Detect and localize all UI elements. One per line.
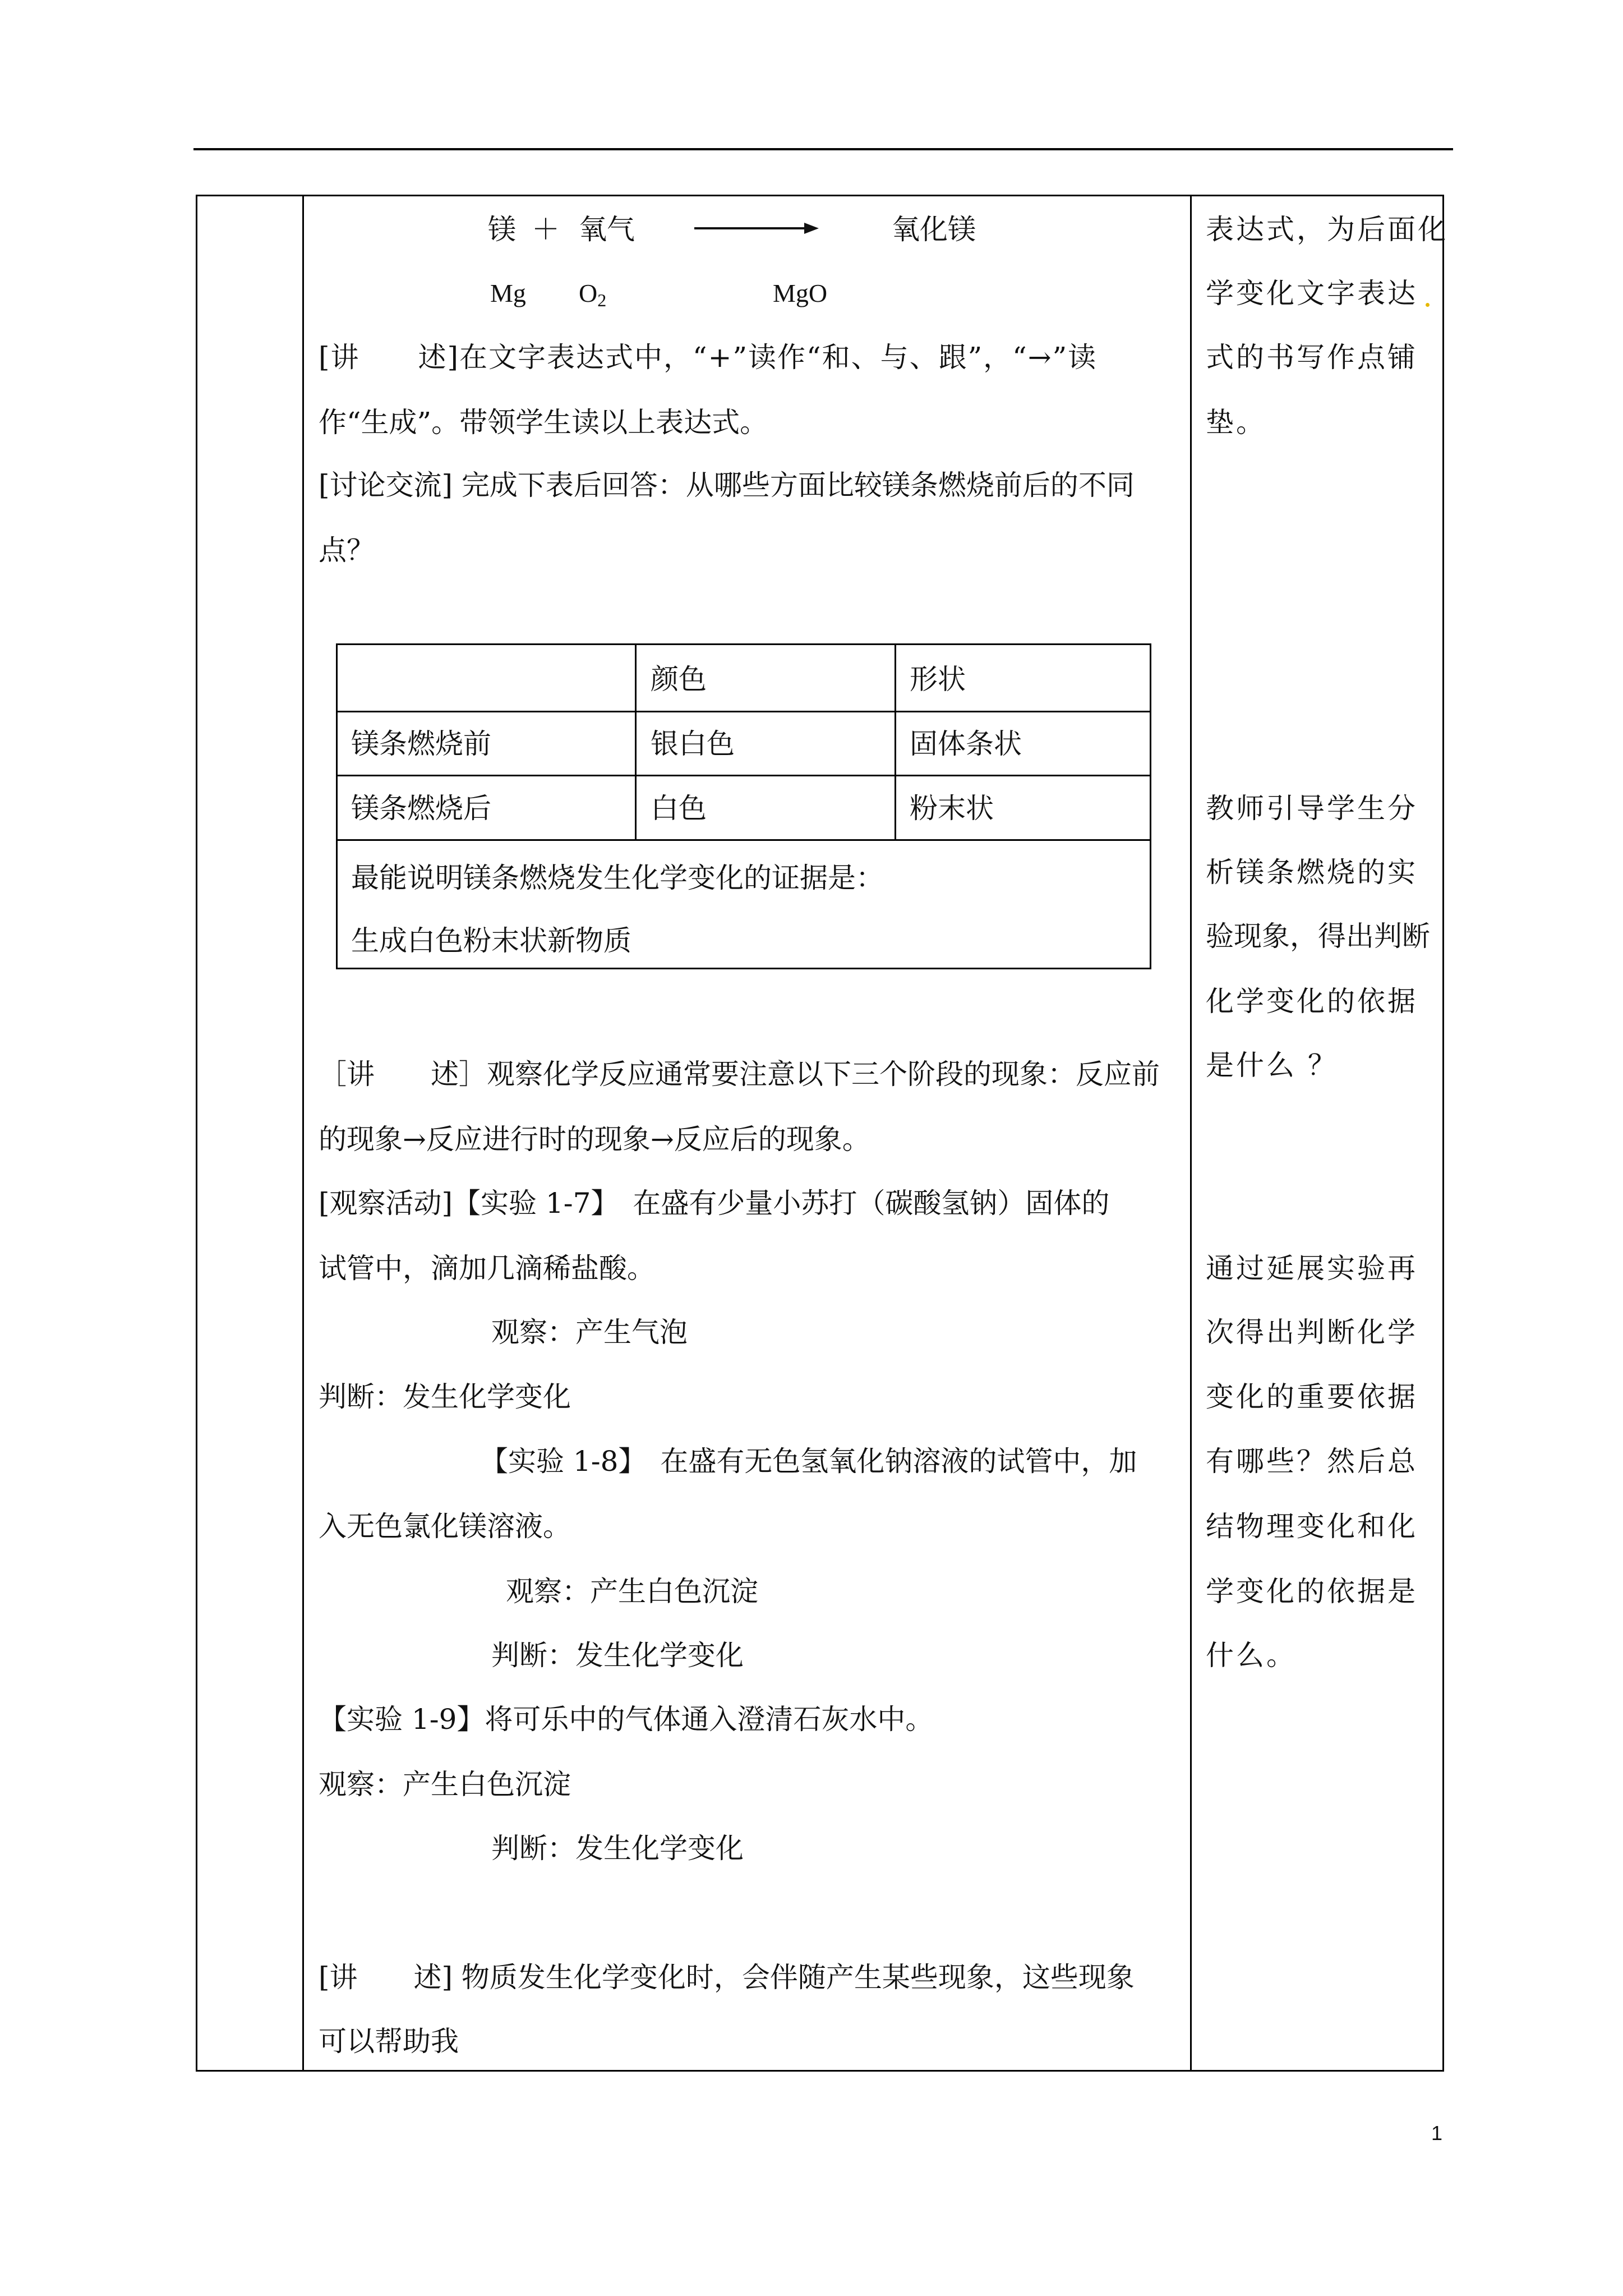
table-bottom-border	[196, 2070, 1444, 2072]
lecture-1-line-1: [讲 述]在文字表达式中，“+”读作“和、与、跟”，“→”读	[319, 341, 1098, 374]
table-row-1-label: 镁条燃烧前	[351, 728, 491, 760]
lecture-3-line-2: 可以帮助我	[319, 2025, 459, 2058]
note-3-line-1: 通过延展实验再	[1206, 1252, 1418, 1285]
table-conclusion-line-2: 生成白色粉末状新物质	[351, 924, 631, 957]
lecture-2-line-2: 的现象→反应进行时的现象→反应后的现象。	[319, 1123, 870, 1156]
note-3-line-4: 有哪些？然后总	[1206, 1445, 1418, 1478]
experiment-1-9-judgement: 判断：发生化学变化	[491, 1832, 744, 1865]
experiment-1-8-observation: 观察：产生白色沉淀	[506, 1575, 758, 1608]
note-3-line-7: 什么。	[1206, 1639, 1297, 1672]
table-left-border	[196, 195, 197, 2072]
formula-mgo: MgO	[773, 279, 828, 307]
note-3-line-3: 变化的重要依据	[1206, 1381, 1418, 1413]
experiment-1-8-judgement: 判断：发生化学变化	[491, 1639, 744, 1672]
lecture-2-line-1: ［讲 述］观察化学反应通常要注意以下三个阶段的现象：反应前	[319, 1058, 1160, 1091]
reaction-arrow-icon	[694, 220, 819, 239]
table-conclusion-line-1: 最能说明镁条燃烧发生化学变化的证据是：	[351, 862, 884, 894]
note-1-line-1: 表达式，为后面化	[1206, 213, 1448, 246]
experiment-1-9-line-1: 【实验 1-9】将可乐中的气体通入澄清石灰水中。	[319, 1703, 934, 1736]
note-1-line-3: 式的书写作点铺	[1206, 341, 1418, 374]
column-divider-2	[1190, 195, 1192, 2072]
table-row-2-shape: 粉末状	[910, 792, 994, 825]
highlight-dot	[1426, 303, 1430, 307]
note-2-line-3: 验现象，得出判断	[1206, 920, 1430, 953]
note-1-line-4: 垫。	[1206, 406, 1266, 439]
product-magnesium-oxide: 氧化镁	[892, 213, 976, 246]
note-1-line-2: 学变化文字表达	[1206, 277, 1418, 310]
note-2-line-5: 是什么 ？	[1206, 1049, 1338, 1082]
table-row-2-color: 白色	[651, 792, 707, 825]
experiment-1-7-observation: 观察：产生气泡	[491, 1316, 688, 1349]
note-2-line-1: 教师引导学生分	[1206, 792, 1418, 825]
table-header-shape: 形状	[910, 663, 966, 696]
table-row-2-label: 镁条燃烧后	[351, 792, 491, 825]
page-number: 1	[1431, 2122, 1443, 2145]
formula-o2: $O_2$	[579, 279, 607, 310]
column-divider-1	[302, 195, 304, 2072]
table-row-1-shape: 固体条状	[910, 728, 1022, 760]
lecture-3-line-1: [讲 述] 物质发生化学变化时，会伴随产生某些现象，这些现象	[319, 1961, 1135, 1994]
discussion-line-2: 点？	[319, 534, 375, 567]
note-3-line-5: 结物理变化和化	[1206, 1510, 1418, 1543]
experiment-1-9-observation: 观察：产生白色沉淀	[319, 1768, 571, 1801]
table-top-border	[196, 195, 1444, 196]
note-2-line-4: 化学变化的依据	[1206, 985, 1418, 1018]
reactant-oxygen: 氧气	[579, 213, 635, 246]
plus-sign: ＋	[532, 213, 560, 246]
experiment-1-7-line-1: [观察活动]【实验 1-7】 在盛有少量小苏打（碳酸氢钠）固体的	[319, 1187, 1110, 1220]
note-2-line-2: 析镁条燃烧的实	[1206, 856, 1418, 889]
table-header-color: 颜色	[651, 663, 707, 696]
reactant-magnesium: 镁	[488, 213, 516, 246]
note-3-line-6: 学变化的依据是	[1206, 1575, 1418, 1608]
lecture-1-line-2: 作“生成”。带领学生读以上表达式。	[319, 406, 768, 439]
formula-mg: Mg	[490, 279, 526, 307]
table-right-border	[1442, 195, 1444, 2072]
experiment-1-7-line-2: 试管中，滴加几滴稀盐酸。	[319, 1252, 655, 1285]
experiment-1-8-line-2: 入无色氯化镁溶液。	[319, 1510, 571, 1543]
experiment-1-8-line-1: 【实验 1-8】 在盛有无色氢氧化钠溶液的试管中，加	[480, 1445, 1137, 1478]
header-rule	[193, 148, 1453, 150]
note-3-line-2: 次得出判断化学	[1206, 1316, 1418, 1349]
table-row-1-color: 银白色	[651, 728, 735, 760]
discussion-line-1: [讨论交流] 完成下表后回答：从哪些方面比较镁条燃烧前后的不同	[319, 469, 1135, 501]
experiment-1-7-judgement: 判断：发生化学变化	[319, 1381, 571, 1413]
